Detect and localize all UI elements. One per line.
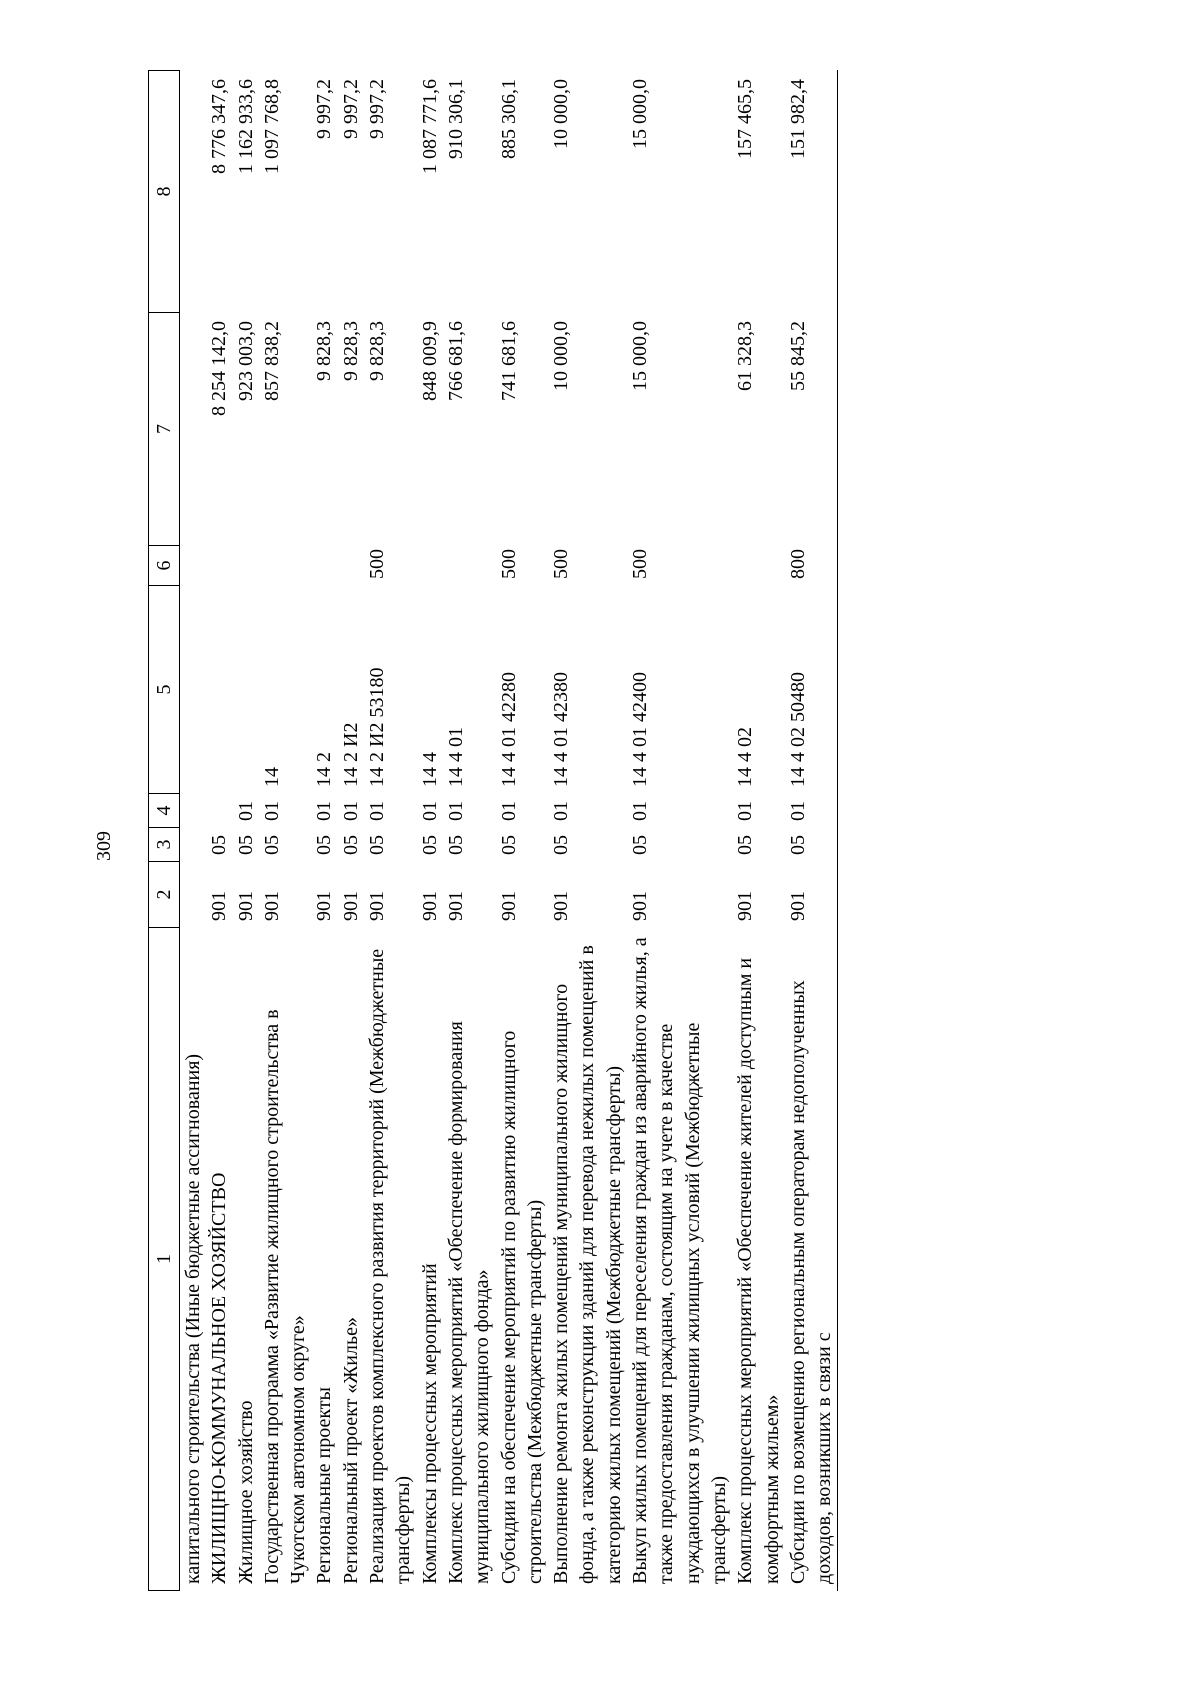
cell-c5: 14 2 И2 53180 [366, 667, 389, 787]
cell-c6: 800 [785, 546, 838, 586]
cell-c6 [732, 546, 785, 586]
cell-c5: 14 [260, 767, 283, 787]
col-header-5: 5 [149, 586, 180, 794]
cell-c5: 14 4 01 42400 [629, 672, 652, 787]
table-row [259, 71, 312, 1591]
cell-c6 [338, 546, 364, 586]
table-row [233, 71, 259, 1591]
table-row [364, 71, 417, 1591]
cell-c8: 10 000,0 [550, 79, 573, 149]
cell-c3: 05 [497, 835, 520, 855]
header-row [149, 71, 180, 1591]
cell-c5 [233, 586, 259, 794]
table-row [338, 71, 364, 1591]
cell-c4: 01 [418, 801, 441, 821]
cell-c6 [417, 546, 443, 586]
col-header-6: 6 [149, 546, 180, 586]
cell-c3 [180, 828, 207, 862]
cell-c7: 55 845,2 [785, 313, 838, 546]
budget-table-rotated [148, 71, 1053, 1591]
cell-c5: 14 4 02 50480 [785, 586, 838, 794]
col-header-7: 7 [149, 313, 180, 546]
cell-c4 [206, 794, 232, 828]
row-name: Жилищное хозяйство [234, 1400, 257, 1584]
row-name: Выкуп жилых помещений для переселения граждан из аварийного жилья, а также предоставления гражданам, состоящим на учете в качестве нуждающихся в улучшении жилищных условий (Межбюджетные трансферты) [629, 937, 730, 1584]
row-name: Выполнение ремонта жилых помещений муниципального жилищного фонда, а также реконструкции зданий для перевода нежилых помещений в категорию жилых помещений (Межбюджетные трансферты) [550, 945, 625, 1584]
cell-c5: 14 2 [313, 752, 336, 787]
cell-c2: 901 [497, 891, 520, 921]
cell-c2: 901 [366, 891, 389, 921]
cell-c5 [206, 586, 232, 794]
cell-c8: 1 087 771,6 [418, 79, 441, 174]
cell-c5: 14 4 01 [444, 727, 467, 787]
cell-c4: 01 [785, 794, 838, 828]
cell-c7: 848 009,9 [418, 321, 441, 401]
table-row [627, 71, 732, 1591]
cell-c4 [180, 794, 207, 828]
cell-c7 [180, 313, 207, 546]
cell-c4: 01 [339, 801, 362, 821]
cell-c3: 05 [785, 828, 838, 862]
cell-c6 [206, 546, 232, 586]
cell-c4: 01 [260, 801, 283, 821]
cell-c3: 05 [260, 835, 283, 855]
cell-c6: 500 [366, 549, 389, 579]
cell-c4: 01 [313, 801, 336, 821]
col-header-8: 8 [149, 71, 180, 313]
cell-c7: 8 254 142,0 [208, 321, 231, 416]
row-name: Комплексы процессных мероприятий [418, 1263, 441, 1584]
cell-c8: 15 000,0 [629, 79, 652, 149]
cell-c7: 741 681,6 [497, 321, 520, 401]
budget-table [148, 70, 838, 1591]
row-name: капитального строительства (Иные бюджетные ассигнования) [182, 1053, 204, 1584]
cell-c8: 9 997,2 [313, 79, 336, 139]
table-row [785, 71, 838, 1591]
col-header-2: 2 [149, 862, 180, 928]
row-name: Субсидии на обеспечение мероприятий по развитию жилищного строительства (Межбюджетные трансферты) [497, 1030, 546, 1584]
cell-c5: 14 4 [418, 752, 441, 787]
cell-c5: 14 4 01 42380 [550, 672, 573, 787]
cell-c7: 9 828,3 [339, 321, 362, 381]
table-row [548, 71, 627, 1591]
col-header-4: 4 [149, 794, 180, 828]
cell-c6 [311, 546, 337, 586]
cell-c3: 05 [366, 835, 389, 855]
cell-c2: 901 [339, 891, 362, 921]
cell-c2: 901 [734, 891, 757, 921]
cell-c4: 01 [497, 801, 520, 821]
cell-c4: 01 [734, 801, 757, 821]
table-row [180, 71, 207, 1591]
row-name: Комплекс процессных мероприятий «Обеспечение жителей доступным и комфортным жильем» [734, 957, 783, 1584]
cell-c5 [180, 586, 207, 794]
table-row [496, 71, 549, 1591]
cell-c3: 05 [734, 835, 757, 855]
cell-c8: 8 776 347,6 [208, 79, 231, 174]
col-header-1: 1 [149, 928, 180, 1591]
cell-c2: 901 [418, 891, 441, 921]
cell-c5: 14 4 02 [734, 727, 757, 787]
row-name: Региональный проект «Жилье» [339, 1317, 362, 1584]
cell-c7: 9 828,3 [313, 321, 336, 381]
row-name: Региональные проекты [313, 1387, 336, 1584]
cell-c4: 01 [444, 801, 467, 821]
cell-c2: 901 [550, 891, 573, 921]
table-row [206, 71, 232, 1591]
row-name: Государственная программа «Развитие жилищного строительства в Чукотском автономном округе» [260, 1009, 310, 1584]
cell-c8 [180, 71, 207, 313]
cell-c7: 61 328,3 [734, 321, 757, 391]
row-name: Реализация проектов комплексного развития территорий (Межбюджетные трансферты) [366, 948, 415, 1584]
cell-c6 [259, 546, 312, 586]
cell-c3: 05 [444, 835, 467, 855]
cell-c2: 901 [208, 891, 231, 921]
cell-c3: 05 [550, 835, 573, 855]
cell-c7: 10 000,0 [550, 321, 573, 391]
cell-c6 [233, 546, 259, 586]
cell-c3: 05 [629, 835, 652, 855]
cell-c2: 901 [785, 862, 838, 928]
table-row [732, 71, 785, 1591]
cell-c3: 05 [339, 835, 362, 855]
cell-c6: 500 [550, 549, 573, 579]
cell-c8: 9 997,2 [339, 79, 362, 139]
cell-c3: 05 [418, 835, 441, 855]
cell-c2: 901 [260, 891, 283, 921]
cell-c8: 1 097 768,8 [260, 79, 283, 174]
cell-c4: 01 [234, 801, 257, 821]
cell-c3: 05 [234, 835, 257, 855]
table-row [417, 71, 443, 1591]
row-name: Комплекс процессных мероприятий «Обеспечение формирования муниципального жилищного фонда» [444, 1021, 494, 1584]
cell-c2: 901 [629, 891, 652, 921]
cell-c8: 151 982,4 [785, 71, 838, 313]
cell-c5: 14 4 01 42280 [497, 672, 520, 787]
cell-c3: 05 [208, 835, 231, 855]
cell-c4: 01 [550, 801, 573, 821]
cell-c8: 157 465,5 [734, 79, 757, 159]
cell-c7: 9 828,3 [366, 321, 389, 381]
cell-c2: 901 [234, 891, 257, 921]
cell-c4: 01 [629, 801, 652, 821]
cell-c7: 15 000,0 [629, 321, 652, 391]
cell-c8: 9 997,2 [366, 79, 389, 139]
row-name: Субсидии по возмещению региональным операторам недополученных доходов, возникших в связи с [785, 928, 838, 1591]
cell-c2: 901 [313, 891, 336, 921]
cell-c7: 766 681,6 [444, 321, 467, 401]
page-number: 309 [93, 831, 115, 861]
table-row [443, 71, 496, 1591]
cell-c4: 01 [366, 801, 389, 821]
cell-c3: 05 [313, 835, 336, 855]
table-row [311, 71, 337, 1591]
cell-c2: 901 [444, 891, 467, 921]
row-name: ЖИЛИЩНО-КОММУНАЛЬНОЕ ХОЗЯЙСТВО [208, 1172, 231, 1584]
cell-c8: 910 306,1 [444, 79, 467, 159]
cell-c7: 923 003,0 [234, 321, 257, 401]
cell-c8: 885 306,1 [497, 79, 520, 159]
cell-c8: 1 162 933,6 [234, 79, 257, 174]
cell-c6 [443, 546, 496, 586]
cell-c6 [180, 546, 207, 586]
cell-c6: 500 [497, 549, 520, 579]
cell-c5: 14 2 И2 [339, 722, 362, 787]
cell-c6: 500 [629, 549, 652, 579]
cell-c2 [180, 862, 207, 928]
cell-c7: 857 838,2 [260, 321, 283, 401]
col-header-3: 3 [149, 828, 180, 862]
